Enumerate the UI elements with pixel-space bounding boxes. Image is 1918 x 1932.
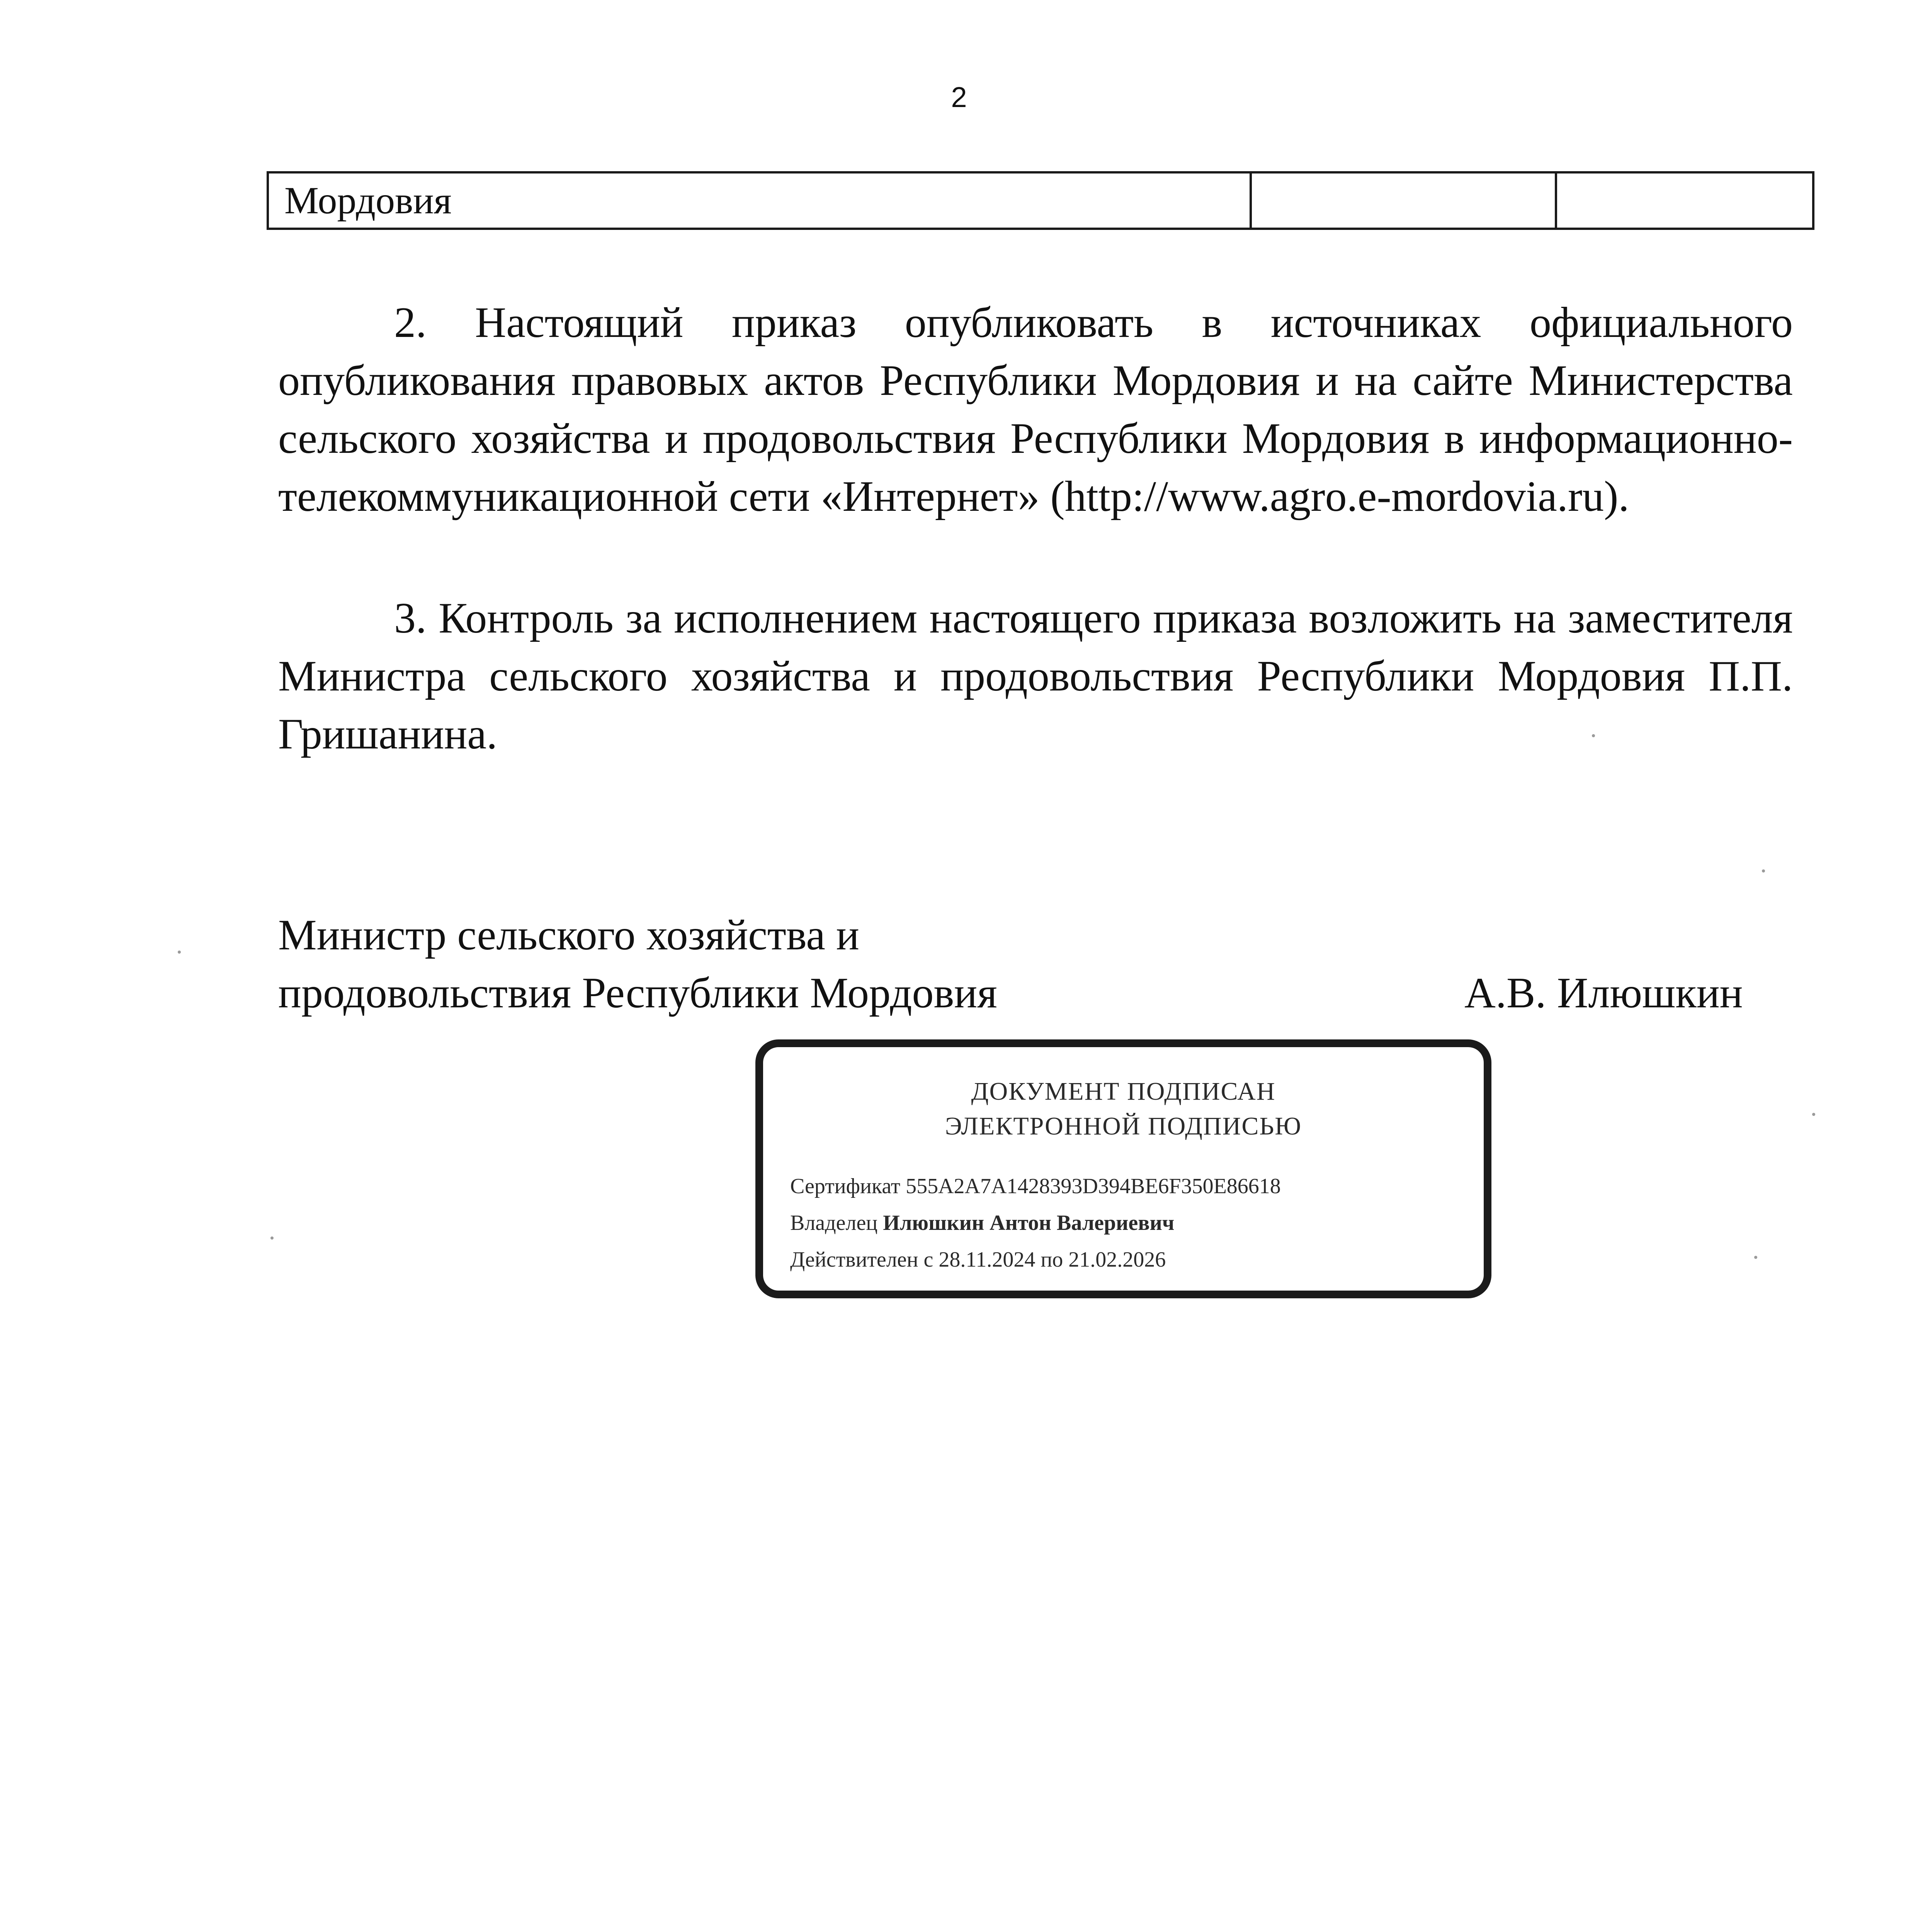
stamp-owner [790,1209,1174,1236]
page-number: 2 [951,81,967,113]
scan-speck [1754,1256,1757,1259]
stamp-valid-label: Действителен с [790,1248,933,1272]
table-row [267,171,1814,230]
scan-speck [1812,1113,1815,1116]
paragraph-publication [278,294,1793,526]
scan-speck [178,951,181,954]
stamp-title [763,1074,1484,1144]
scan-speck [1592,734,1595,737]
paragraph-control [278,589,1793,763]
table-cell-region: Мордовия [269,173,1252,228]
e-signature-stamp [755,1039,1491,1298]
signer-position [278,906,997,1022]
stamp-owner-value: Илюшкин Антон Валериевич [883,1211,1175,1235]
scan-speck [1762,869,1765,872]
signer-position-line-2: продовольствия Республики Мордовия [278,969,997,1017]
table-cell-empty-1 [1252,173,1557,228]
table-cell-empty-2 [1557,173,1812,228]
stamp-valid-to-label: по [1041,1248,1063,1272]
stamp-certificate-label: Сертификат [790,1174,901,1198]
paragraph-control-text: 3. Контроль за исполнением настоящего приказа возложить на заместителя Министра сельского хозяйства и продовольствия Республики Мордовия П.П. Гришанина. [278,594,1793,758]
scan-speck [270,1236,274,1240]
stamp-owner-label: Владелец [790,1211,878,1235]
stamp-certificate [790,1173,1281,1200]
paragraph-publication-text: 2. Настоящий приказ опубликовать в источниках официального опубликования правовых актов Республики Мордовия и на сайте Министерства сельского хозяйства и продовольствия Республики Мордовия в информационно-телекоммуникационной сети «Интернет» (http://www.agro.e-mordovia.ru). [278,299,1793,520]
stamp-valid-to: 21.02.2026 [1068,1248,1166,1272]
stamp-title-line-2: ЭЛЕКТРОННОЙ ПОДПИСЬЮ [945,1112,1302,1140]
stamp-validity [790,1246,1166,1273]
stamp-certificate-value: 555A2A7A1428393D394BE6F350E86618 [906,1174,1281,1198]
stamp-valid-from: 28.11.2024 [939,1248,1036,1272]
stamp-title-line-1: ДОКУМЕНТ ПОДПИСАН [971,1077,1276,1105]
signer-name: А.В. Илюшкин [1464,969,1743,1017]
signer-position-line-1: Министр сельского хозяйства и [278,911,859,959]
